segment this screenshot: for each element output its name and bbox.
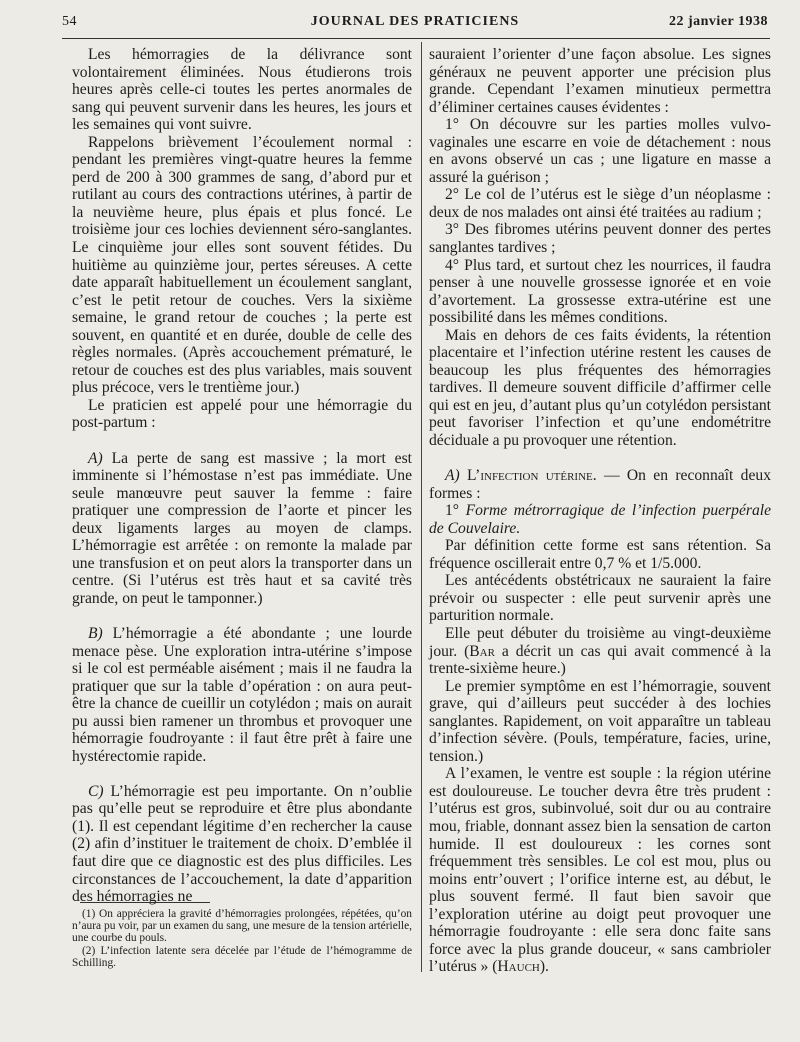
paragraph: Elle peut débuter du troisième au vingt-deuxième jour. (Bar a décrit un cas qui avait commencé à la trente-sixième heure.) (429, 625, 772, 678)
footnote-rule (80, 902, 210, 903)
right-column (429, 46, 771, 976)
footnote: (1) On appréciera la gravité d’hémorragies prolongées, répétées, qu’on n’aura pu voir, par un examen du sang, une mesure de la tension artérielle, une courbe du pouls. (72, 908, 412, 945)
case-c: C) L’hémorragie est peu importante. On n’oublie pas qu’elle peut se reproduire et être plus abondante (1). Il est cependant légitime d’en rechercher la cause (2) afin d’instituer le traitement de choix. D’emblée il faut dire que ce diagnostic est des plus difficiles. Les circonstances de l’accouchement, la date d’apparition des hémorragies ne (72, 782, 412, 906)
subsection-heading: 1° Forme métrorragique de l’infection puerpérale de Couvelaire. (429, 502, 771, 537)
paragraph: Les antécédents obstétricaux ne sauraient la faire prévoir ou suspecter : elle peut survenir après une parturition normale. (429, 572, 771, 625)
case-label: C) (88, 782, 104, 800)
paragraph: Le praticien est appelé pour une hémorragie du post-partum : (72, 396, 412, 432)
paragraph: Mais en dehors de ces faits évidents, la rétention placentaire et l’infection utérine restent les causes de beaucoup les plus fréquentes des hémorragies tardives. Il demeure souvent difficile d’affirmer celle qui est en jeu, d’autant plus qu’un cotylédon persistant peut favoriser l’infection et qu’une endométritre déciduale a pu provoquer une rétention. (429, 326, 771, 450)
list-item: 4° Plus tard, et surtout chez les nourrices, il faudra penser à une nouvelle grossesse ignorée et en voie d’avortement. La grossesse extra-utérine est une possibilité dans les mêmes conditions. (429, 256, 771, 327)
column-divider (421, 42, 422, 972)
paragraph: Par définition cette forme est sans rétention. Sa fréquence oscillerait entre 0,7 % et 1/5.000. (429, 537, 771, 572)
paragraph: Le premier symptôme en est l’hémorragie, souvent grave, qui d’ailleurs peut succéder à des lochies sanglantes. Rapidement, on voit apparaître un tableau d’infection sévère. (Pouls, température, facies, urine, tension.) (429, 677, 771, 765)
issue-date: 22 janvier 1938 (668, 14, 768, 29)
author-name: Hauch (497, 958, 540, 976)
header-rule (62, 38, 770, 39)
paragraph: sauraient l’orienter d’une façon absolue. Les signes généraux ne peuvent apporter une précision plus grande. Cependant l’examen minutieux permettra d’éliminer certaines causes évidentes : (429, 46, 771, 116)
case-label: A) (88, 449, 103, 467)
section-label: A) (445, 467, 460, 485)
case-label: B) (88, 624, 103, 642)
paragraph: A l’examen, le ventre est souple : la région utérine est douloureuse. Le toucher devra être très prudent : l’utérus est gros, subinvolué, soit dur ou au contraire mou, friable, donnant assez bien la sensation de carton humide. Il est douloureux : les cornes sont fréquemment très sensibles. Le col est mou, plus ou moins entr’ouvert ; l’orifice interne est, au début, le plus souvent fermé. Il faut bien savoir que l’exploration utérine au doigt peut provoquer une hémorragie foudroyante : elle sera donc faite sans force avec la plus grande douceur, « sans cambrioler l’utérus » (Hauch). (429, 765, 771, 976)
list-item: 3° Des fibromes utérins peuvent donner des pertes sanglantes tardives ; (429, 221, 771, 257)
left-column (72, 46, 412, 906)
subsection-title: Forme métrorragique de l’infection puerpérale de Couvelaire. (429, 502, 771, 537)
paragraph: Les hémorragies de la délivrance sont volontairement éliminées. Nous étudierons trois heures après celle-ci toutes les pertes anormales de sang qui peuvent survenir dans les heures, les jours et les semaines qui vont suivre. (72, 46, 412, 134)
journal-title: JOURNAL DES PRATICIENS (310, 14, 520, 29)
footnote: (2) L’infection latente sera décelée par l’étude de l’hémogramme de Schilling. (72, 944, 412, 969)
case-a: A) La perte de sang est massive ; la mort est imminente si l’hémostase n’est pas immédiate. Une seule manœuvre peut sauver la femme : faire pratiquer une compression de l’aorte et pincer les deux ligaments larges au moyen de clamps. L’hémorragie est arrêtée : on remonte la malade par une transfusion et on peut alors la transporter dans un centre. (Si l’utérus est très haut et sa cavité très grande, on peut le tamponner.) (72, 449, 412, 607)
paragraph: Rappelons brièvement l’écoulement normal : pendant les premières vingt-quatre heures la femme perd de 200 à 300 grammes de sang, d’abord pur et rutilant au cours des contractions utérines, à partir de la neuvième heure, plus épais et plus foncé. Le troisième jour ces lochies deviennent séro-sanglantes. Le cinquième jour elles sont souvent fétides. Du huitième au quinzième jour, pertes séreuses. A cette date apparaît habituellement un écoulement sanglant, c’est le petit retour de couches. Vers la sixième semaine, le grand retour de couches ; la perte est souvent, en quantité et en durée, double de celle des règles normales. (Après accouchement prématuré, le retour de couches est des plus variables, mais souvent plus précoce, vers le trentième jour.) (72, 133, 412, 397)
case-b: B) L’hémorragie a été abondante ; une lourde menace pèse. Une exploration intra-utérine s’impose si le col est perméable aisément ; mais il ne faudra la pratiquer que sur la table d’opération : on aura peut-être la chance de cueillir un cotylédon ; mais on aurait pu aussi bien ramener un thrombus et provoquer une hémorragie foudroyante : il faut être prêt à faire une hystérectomie rapide. (72, 624, 412, 765)
author-name: Bar (469, 642, 495, 660)
page-number: 54 (62, 14, 77, 29)
section-title: L’infection utérine. (467, 467, 597, 485)
list-item: 2° Le col de l’utérus est le siège d’un néoplasme : deux de nos malades ont ainsi été traitées au radium ; (429, 186, 771, 221)
section-heading: A) L’infection utérine. — On en reconnaît deux formes : (429, 467, 771, 502)
footnotes (72, 908, 412, 969)
list-item: 1° On découvre sur les parties molles vulvo-vaginales une escarre en voie de détachement : nous en avons observé un cas ; une ligature en masse a assuré la guérison ; (429, 116, 771, 186)
running-header (62, 14, 768, 36)
